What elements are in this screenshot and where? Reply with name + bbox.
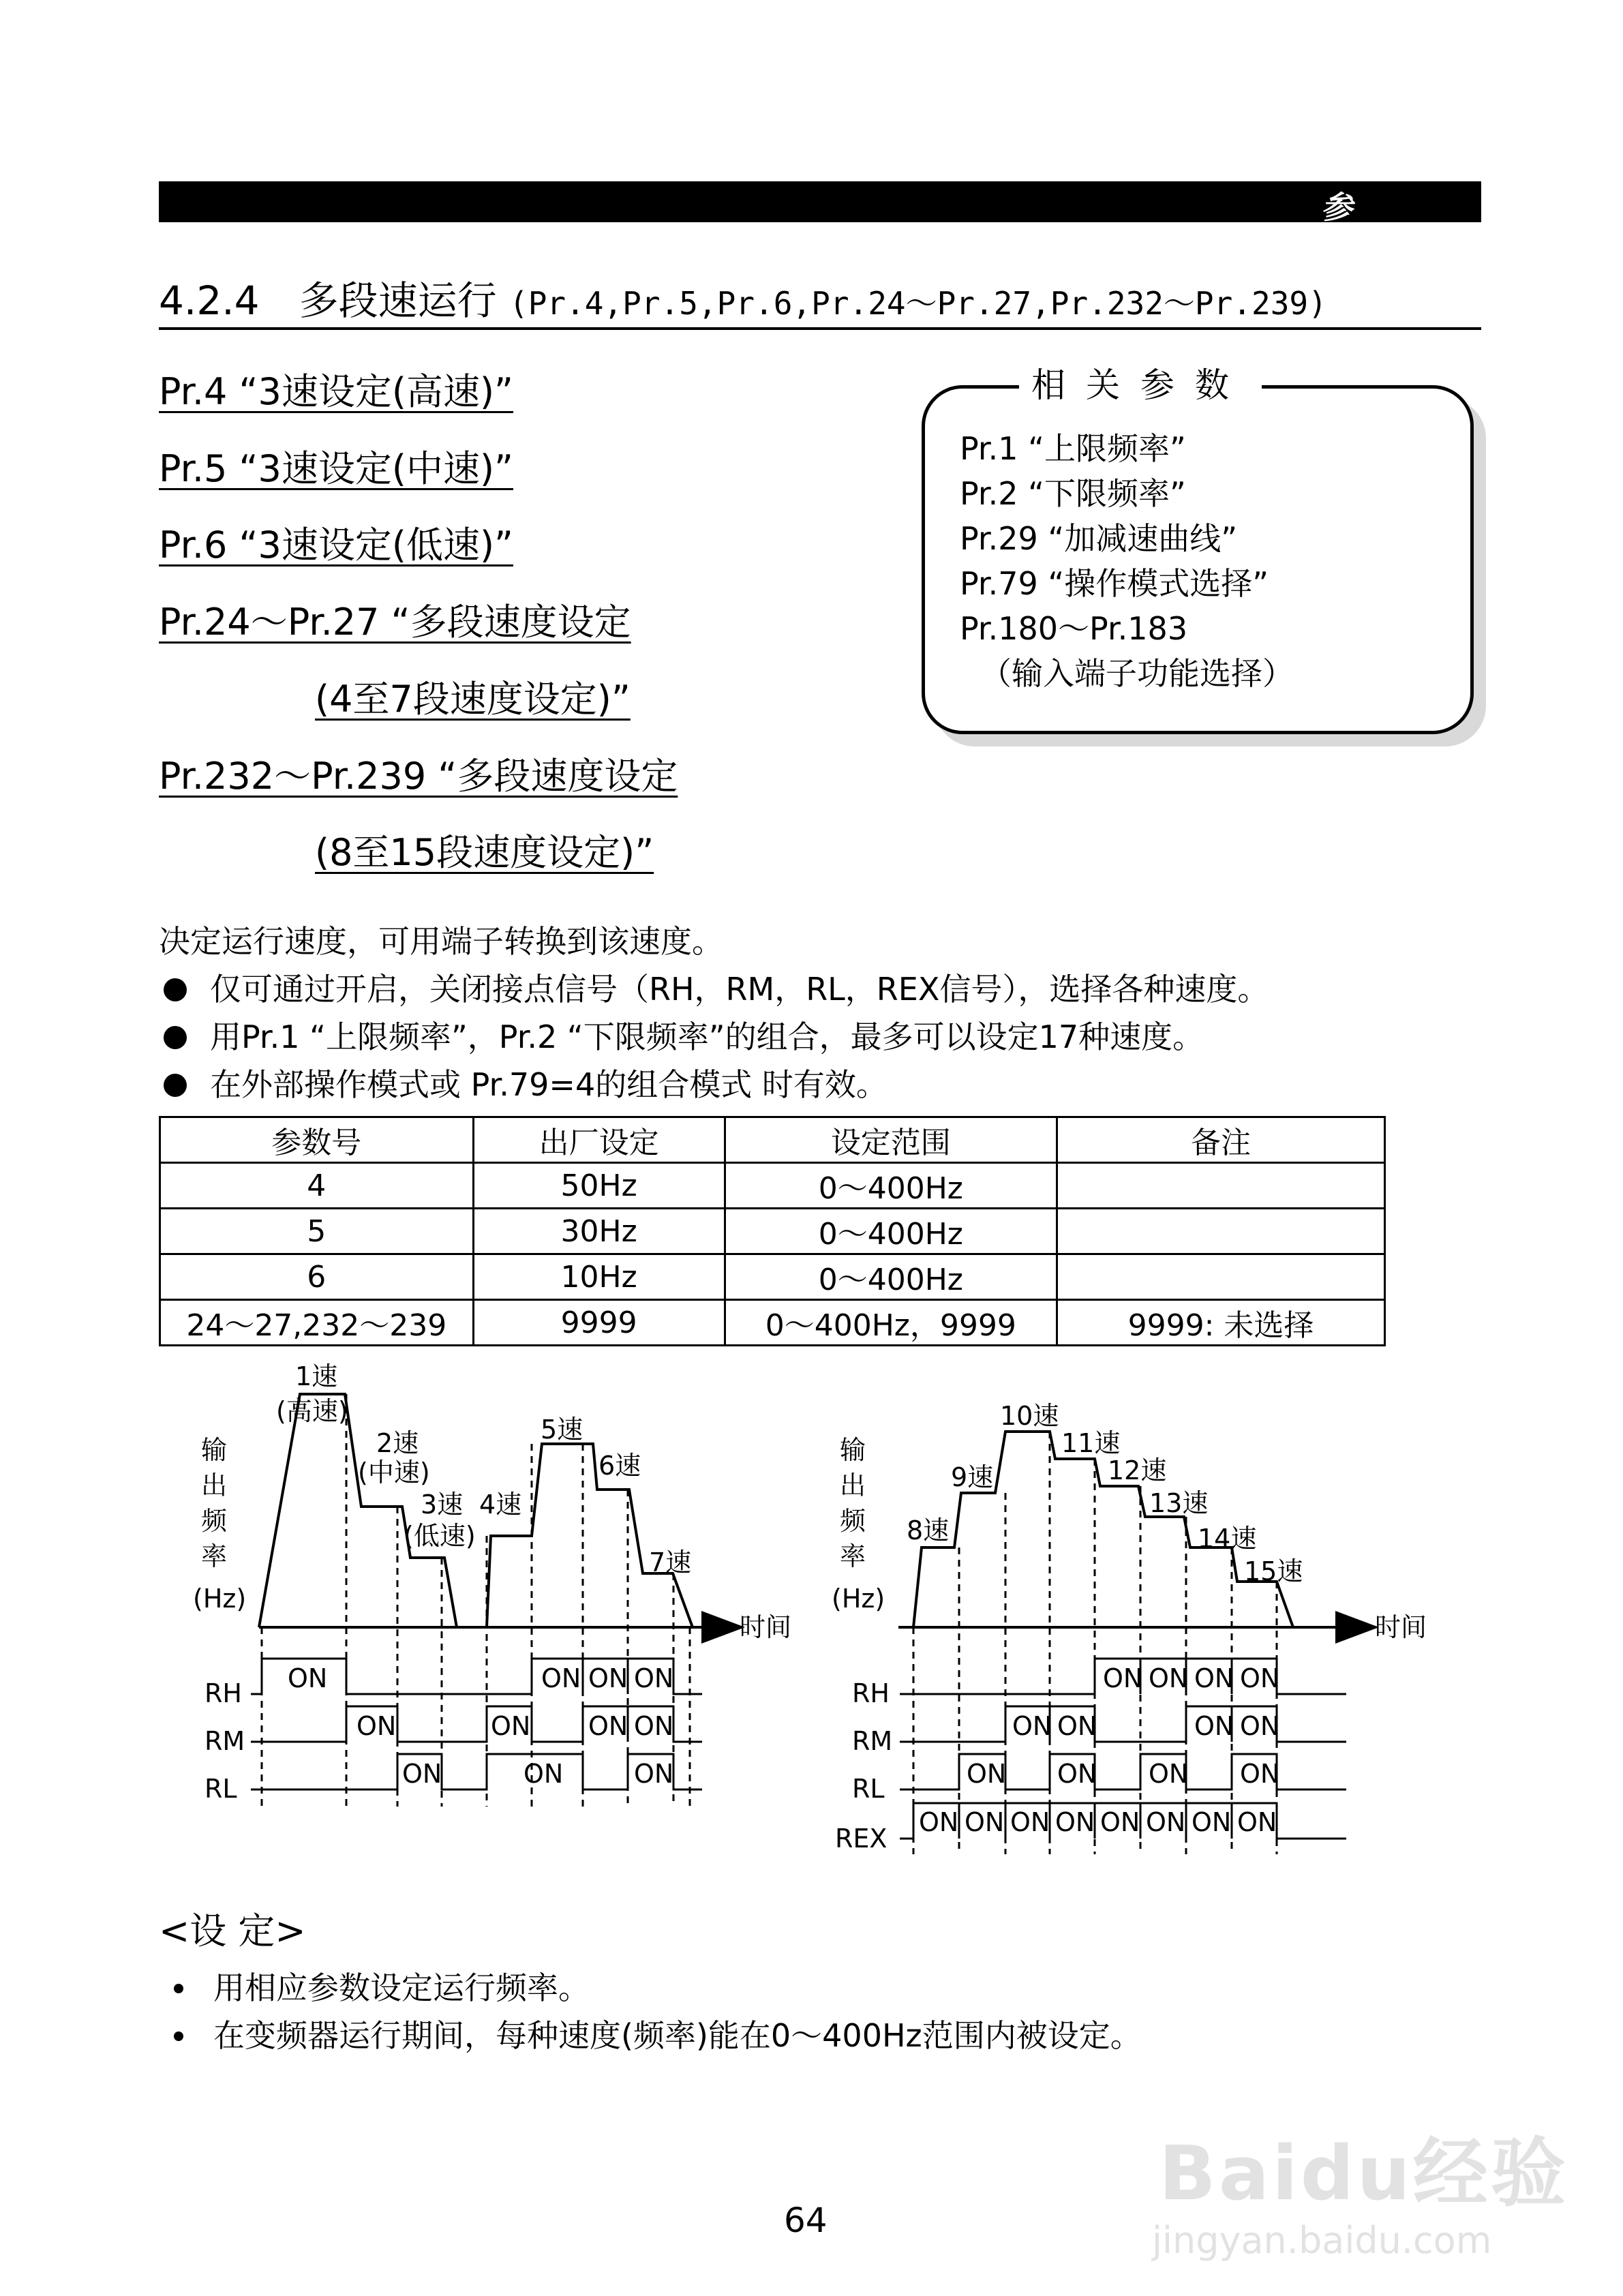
related-item: Pr.1 “上限频率” bbox=[960, 430, 1186, 467]
signal-label-rh: RH bbox=[852, 1678, 890, 1708]
y-axis-label: 输 bbox=[840, 1435, 866, 1465]
on-label: ON bbox=[541, 1663, 581, 1693]
on-label: ON bbox=[1194, 1711, 1234, 1741]
table-header: 参数号 bbox=[160, 1117, 474, 1163]
on-label: ON bbox=[634, 1663, 674, 1693]
pr-heading: Pr.6 “3速设定(低速)” bbox=[159, 524, 513, 567]
table-header: 出厂设定 bbox=[473, 1117, 725, 1163]
on-label: ON bbox=[357, 1711, 397, 1741]
speed-label: 12速 bbox=[1108, 1455, 1167, 1485]
on-label: ON bbox=[634, 1759, 674, 1789]
speed-label: 8速 bbox=[907, 1515, 950, 1545]
on-label: ON bbox=[1192, 1807, 1232, 1837]
on-label: ON bbox=[1194, 1663, 1234, 1693]
speed-label: (低速) bbox=[404, 1521, 476, 1551]
related-item: Pr.2 “下限频率” bbox=[960, 475, 1186, 512]
bullet-text: 仅可通过开启，关闭接点信号（RH，RM，RL，REX信号），选择各种速度。 bbox=[210, 971, 1269, 1008]
speed-label: 14速 bbox=[1198, 1524, 1257, 1554]
x-axis-label: 时间 bbox=[1375, 1612, 1427, 1642]
related-item: Pr.180～Pr.183 bbox=[960, 610, 1188, 647]
y-axis-label: 输 bbox=[201, 1435, 228, 1465]
y-axis-label: 频 bbox=[201, 1506, 228, 1536]
speed-label: 7速 bbox=[649, 1547, 692, 1577]
signal-label-rh: RH bbox=[204, 1678, 242, 1708]
setting-title: <设 定> bbox=[159, 1909, 306, 1952]
table-cell: 6 bbox=[160, 1254, 474, 1300]
on-label: ON bbox=[1149, 1663, 1189, 1693]
speed-label: 4速 bbox=[479, 1490, 522, 1520]
signal-label-rl: RL bbox=[204, 1774, 237, 1804]
page-number: 64 bbox=[784, 2201, 828, 2240]
y-axis-label: (Hz) bbox=[832, 1584, 885, 1614]
signal-label-rm: RM bbox=[852, 1726, 893, 1756]
table-cell: 10Hz bbox=[473, 1254, 725, 1300]
header-label-left: 参 bbox=[1321, 189, 1352, 226]
y-axis-label: 率 bbox=[201, 1541, 228, 1571]
pr-heading: Pr.24～Pr.27 “多段速度设定 bbox=[159, 601, 631, 644]
table-cell: 0～400Hz bbox=[725, 1254, 1057, 1300]
grid-lines bbox=[913, 1432, 1280, 1854]
table-cell: 0～400Hz bbox=[725, 1209, 1057, 1254]
table-cell: 50Hz bbox=[473, 1163, 725, 1209]
section-title-text: 4.2.4 多段速运行 bbox=[159, 277, 497, 324]
speed-label: 11速 bbox=[1061, 1428, 1121, 1458]
on-label: ON bbox=[965, 1807, 1005, 1837]
on-label: ON bbox=[288, 1663, 328, 1693]
y-axis-label: 频 bbox=[840, 1506, 866, 1536]
on-label: ON bbox=[967, 1759, 1007, 1789]
pr-heading: Pr.4 “3速设定(高速)” bbox=[159, 370, 513, 413]
on-label: ON bbox=[1237, 1807, 1277, 1837]
header-label-right: 数 bbox=[1512, 189, 1543, 226]
bullet-dot-icon bbox=[174, 2031, 183, 2041]
related-item: Pr.29 “加减速曲线” bbox=[960, 520, 1238, 557]
y-axis-label: (Hz) bbox=[193, 1584, 247, 1614]
on-label: ON bbox=[491, 1711, 531, 1741]
on-label: ON bbox=[919, 1807, 959, 1837]
on-label: ON bbox=[634, 1711, 674, 1741]
table-cell: 24～27,232～239 bbox=[160, 1300, 474, 1346]
speed-label: 13速 bbox=[1149, 1488, 1209, 1518]
speed-label: 3速 bbox=[421, 1490, 464, 1520]
on-label: ON bbox=[1100, 1807, 1140, 1837]
pr-heading: (8至15段速度设定)” bbox=[315, 831, 654, 874]
table-cell: 9999: 未选择 bbox=[1057, 1300, 1385, 1346]
pr-heading: (4至7段速度设定)” bbox=[315, 678, 631, 721]
signal-label-rl: RL bbox=[852, 1774, 885, 1804]
on-label: ON bbox=[588, 1711, 628, 1741]
timing-diagram-1 bbox=[193, 1361, 791, 1807]
speed-label: 15速 bbox=[1244, 1556, 1303, 1586]
signal-label-rex: REX bbox=[835, 1824, 888, 1854]
bullet-text: 用Pr.1 “上限频率”，Pr.2 “下限频率”的组合，最多可以设定17种速度。 bbox=[210, 1018, 1204, 1055]
speed-label: (高速) bbox=[276, 1396, 348, 1426]
y-axis-label: 出 bbox=[201, 1470, 228, 1500]
pr-heading: Pr.5 “3速设定(中速)” bbox=[159, 447, 513, 490]
on-label: ON bbox=[1103, 1663, 1143, 1693]
table-header: 设定范围 bbox=[725, 1117, 1057, 1163]
table-cell: 9999 bbox=[473, 1300, 725, 1346]
table-cell: 5 bbox=[160, 1209, 474, 1254]
y-axis-label: 率 bbox=[840, 1541, 866, 1571]
setting-item bbox=[174, 2011, 1142, 2056]
watermark-logo: Baidu经验 bbox=[1159, 2130, 1568, 2217]
bullet-dot-icon bbox=[174, 1984, 183, 1993]
on-label: ON bbox=[1012, 1711, 1052, 1741]
section-title-params: (Pr.4,Pr.5,Pr.6,Pr.24～Pr.27,Pr.232～Pr.239) bbox=[509, 285, 1327, 322]
table-header: 备注 bbox=[1057, 1117, 1385, 1163]
on-label: ON bbox=[1240, 1711, 1280, 1741]
speed-label: 9速 bbox=[951, 1462, 994, 1492]
on-label: ON bbox=[1057, 1711, 1097, 1741]
on-label: ON bbox=[1010, 1807, 1050, 1837]
y-axis-label: 出 bbox=[840, 1470, 866, 1500]
on-label: ON bbox=[524, 1759, 564, 1789]
related-item: Pr.79 “操作模式选择” bbox=[960, 565, 1269, 602]
speed-label: 6速 bbox=[598, 1451, 641, 1481]
speed-label: 1速 bbox=[295, 1361, 338, 1391]
pr-heading: Pr.232～Pr.239 “多段速度设定 bbox=[159, 755, 678, 798]
speed-label: 10速 bbox=[1000, 1401, 1059, 1431]
table-cell: 0～400Hz bbox=[725, 1163, 1057, 1209]
on-label: ON bbox=[1240, 1759, 1280, 1789]
on-label: ON bbox=[402, 1759, 442, 1789]
table-cell: 30Hz bbox=[473, 1209, 725, 1254]
x-axis-label: 时间 bbox=[740, 1612, 792, 1642]
setting-text: 在变频器运行期间，每种速度(频率)能在0～400Hz范围内被设定。 bbox=[213, 2017, 1142, 2054]
bullet-text: 在外部操作模式或 Pr.79=4的组合模式 时有效。 bbox=[210, 1066, 888, 1103]
on-label: ON bbox=[1146, 1807, 1186, 1837]
on-label: ON bbox=[1055, 1807, 1095, 1837]
on-label: ON bbox=[588, 1663, 628, 1693]
intro-text: 决定运行速度，可用端子转换到该速度。 bbox=[159, 923, 723, 960]
speed-label: (中速) bbox=[358, 1457, 430, 1487]
setting-item bbox=[174, 1963, 590, 2008]
timing-diagram-2 bbox=[832, 1401, 1427, 1854]
table-cell: 0～400Hz，9999 bbox=[725, 1300, 1057, 1346]
on-label: ON bbox=[1149, 1759, 1189, 1789]
on-label: ON bbox=[1240, 1663, 1280, 1693]
setting-text: 用相应参数设定运行频率。 bbox=[213, 1969, 590, 2006]
speed-label: 5速 bbox=[541, 1415, 583, 1445]
related-item: （输入端子功能选择） bbox=[980, 655, 1294, 692]
watermark-url: jingyan.baidu.com bbox=[1152, 2219, 1492, 2262]
on-label: ON bbox=[1057, 1759, 1097, 1789]
related-params-title: 相关参数 bbox=[1019, 358, 1262, 407]
table-cell: 4 bbox=[160, 1163, 474, 1209]
speed-label: 2速 bbox=[376, 1428, 419, 1458]
signal-label-rm: RM bbox=[204, 1726, 245, 1756]
